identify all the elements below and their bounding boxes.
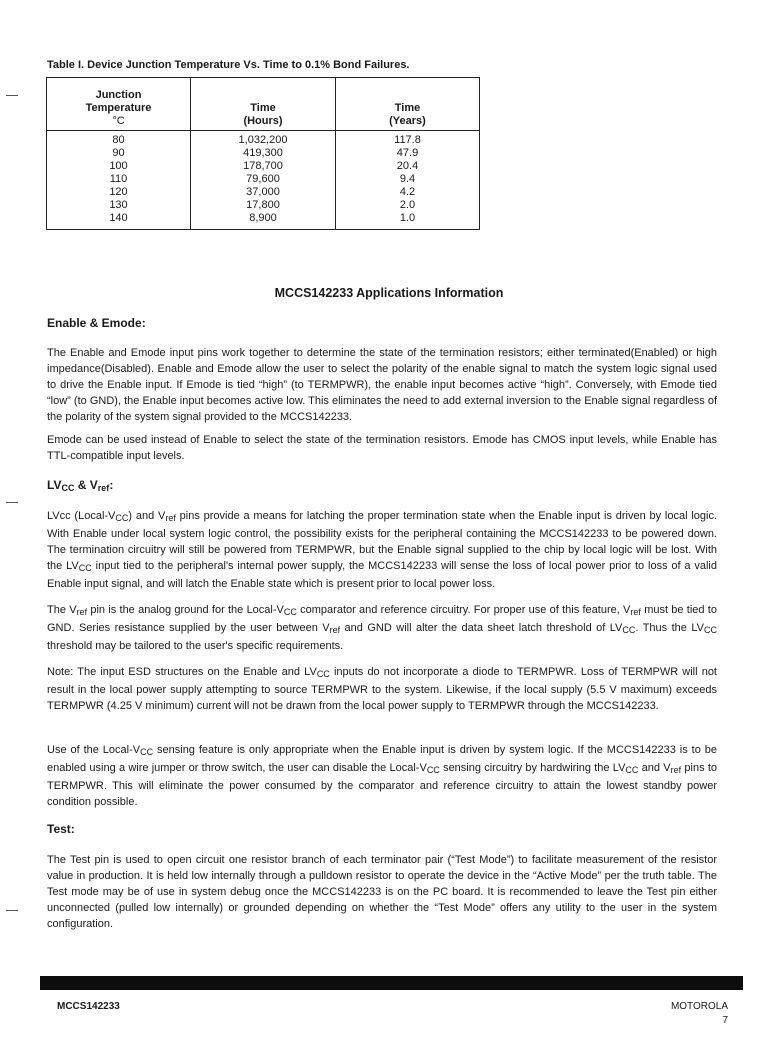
cell-years: 4.2	[336, 186, 480, 199]
header-col1-line2: Temperature	[85, 102, 152, 114]
table-caption: Table I. Device Junction Temperature Vs. Time to 0.1% Bond Failures.	[47, 59, 410, 71]
cell-years: 47.9	[336, 147, 480, 160]
table-row	[47, 160, 480, 173]
cell-temp: 90	[47, 147, 191, 160]
header-col3-unit: (Years)	[389, 115, 426, 127]
cell-years: 9.4	[336, 173, 480, 186]
heading-lvcc-vref: $LV_{CC}$ & $V_{ref}$:	[47, 478, 114, 493]
header-col2-title: Time	[250, 102, 276, 114]
table-row	[47, 212, 480, 230]
cell-hours: 419,300	[191, 147, 336, 160]
margin-mark	[6, 502, 18, 503]
table-row	[47, 186, 480, 199]
cell-hours: 37,000	[191, 186, 336, 199]
paragraph-lvcc-4: Use of the Local-$V_{CC}$ sensing feature is only appropriate when the Enable input is driven by system logic. If the MCCS142233 is to be enabled using a wire jumper or throw switch, the user can disable the Local-$V_{CC}$ sensing circuitry by hardwiring the $LV_{CC}$ and $V_{ref}$ pins to TERMPWR. This will eliminate the power consumed by the comparator and reference circuitry to attain the lowest standby power condition possible.	[47, 744, 718, 808]
paragraph-lvcc-note: Note: The input ESD structures on the Enable and $LV_{CC}$ inputs do not incorporate a diode to TERMPWR. Loss of TERMPWR will not result in the local power supply attempting to source TERMPWR to the system. Likewise, if the local supply (5.5 V maximum) exceeds TERMPWR (4.25 V minimum) current will not be drawn from the local power supply to TERMPWR through the MCCS142233.	[47, 666, 717, 712]
header-col3-title: Time	[394, 102, 421, 114]
cell-temp: 120	[47, 186, 191, 199]
cell-temp: 130	[47, 199, 191, 212]
table-row	[47, 173, 480, 186]
header-time-years	[336, 78, 480, 131]
header-time-hours	[191, 78, 336, 131]
cell-temp: 140	[47, 212, 191, 230]
cell-temp: 80	[47, 131, 191, 148]
paragraph-enable-1: The Enable and Emode input pins work together to determine the state of the termination resistors; either terminated(Enabled) or high impedance(Disabled). Enable and Emode allow the user to select the polarity of the enable signal to match the system logic signal used to drive the Enable input. If Emode is tied “high” (to TERMPWR), the enable input becomes active “high”. Conversely, with Emode tied “low” (to GND), the Enable input becomes active low. This eliminates the need to add external inversion to the Enable signal regardless of the polarity of the system signal provided to the MCCS142233.	[47, 347, 717, 423]
margin-mark	[6, 910, 18, 911]
cell-years: 117.8	[336, 131, 480, 148]
footer-part-number: MCCS142233	[57, 1001, 120, 1012]
cell-years: 2.0	[336, 199, 480, 212]
section-title: MCCS142233 Applications Information	[274, 286, 504, 300]
table-row	[47, 147, 480, 160]
cell-years: 1.0	[336, 212, 480, 230]
header-junction-temperature	[47, 78, 191, 131]
cell-hours: 17,800	[191, 199, 336, 212]
junction-temperature-table	[46, 77, 480, 230]
footer-company: MOTOROLA	[670, 1001, 728, 1012]
heading-enable-emode: Enable & Emode:	[47, 316, 146, 330]
paragraph-lvcc-2: The $V_{ref}$ pin is the analog ground for the Local-$V_{CC}$ comparator and reference circuitry. For proper use of this feature, $V_{ref}$ must be tied to GND. Series resistance supplied by the user between $V_{ref}$ and GND will alter the data sheet latch threshold of $LV_{CC}$. Thus the $LV_{CC}$ threshold may be tailored to the user's specific requirements.	[47, 604, 717, 652]
cell-hours: 1,032,200	[191, 131, 336, 148]
table-row	[47, 131, 480, 148]
table-header-row	[47, 78, 480, 131]
header-col2-unit: (Hours)	[243, 115, 283, 127]
cell-temp: 110	[47, 173, 191, 186]
paragraph-enable-2: Emode can be used instead of Enable to select the state of the termination resistors. Emode has CMOS input levels, while Enable has TTL-compatible input levels.	[47, 434, 717, 462]
heading-test: Test:	[47, 822, 75, 836]
cell-temp: 100	[47, 160, 191, 173]
page-number: 7	[722, 1015, 728, 1026]
paragraph-test: The Test pin is used to open circuit one resistor branch of each terminator pair (“Test Mode”) to facilitate measurement of the resistor value in production. It is held low internally through a pulldown resistor to operate the device in the “Active Mode” per the truth table. The Test mode may be of use in system debug once the MCCS142233 is on the PC board. It is recommended to leave the Test pin either unconnected (pulled low internally) or grounded depending on whether the “Test Mode” offers any utility to the user in the system configuration.	[47, 854, 717, 930]
header-col1-line1: Junction	[95, 89, 142, 101]
table-row	[47, 199, 480, 212]
header-col1-unit: °C	[112, 115, 125, 127]
footer-bar	[40, 976, 743, 990]
cell-hours: 8,900	[191, 212, 336, 230]
cell-hours: 178,700	[191, 160, 336, 173]
margin-mark	[6, 95, 18, 96]
cell-years: 20.4	[336, 160, 480, 173]
cell-hours: 79,600	[191, 173, 336, 186]
paragraph-lvcc-1: LVcc $(Local-V_{CC})$ and $V_{ref}$ pins provide a means for latching the proper termination state when the Enable input is driven by local logic. With Enable under local system logic control, the possibility exists for the peripheral containing the MCCS142233 to be powered down. The termination circuitry will still be powered from TERMPWR, but the Enable signal supplied to the chip by local logic will be lost. With the $LV_{CC}$ input tied to the peripheral's internal power supply, the MCCS142233 will sense the loss of local power prior to loss of a valid Enable input signal, and will latch the Enable state which is present prior to local power loss.	[47, 510, 718, 590]
